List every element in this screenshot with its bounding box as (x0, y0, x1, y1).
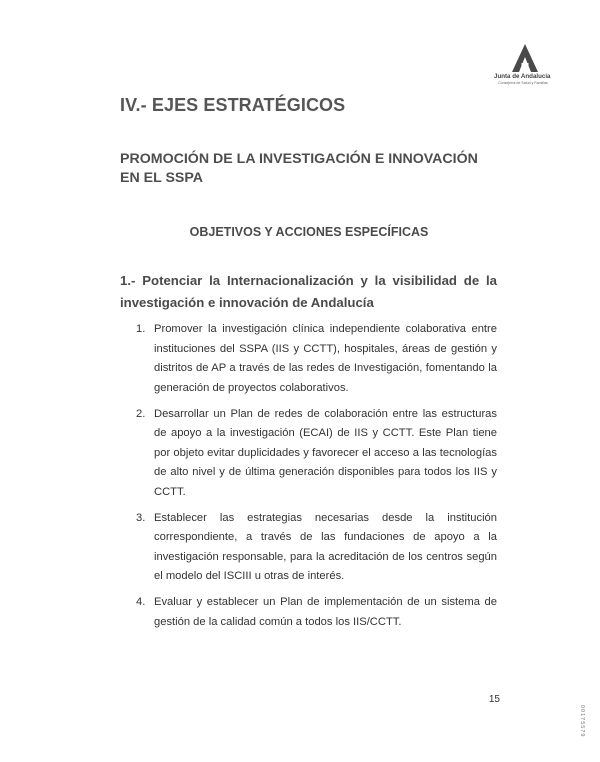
action-number: 1. (136, 323, 146, 335)
logo-subtitle: Consejería de Salud y Familias (498, 81, 548, 85)
section-title: PROMOCIÓN DE LA INVESTIGACIÓN E INNOVACIÓN EN EL SSPA (120, 151, 478, 186)
side-code: 00175579 (579, 705, 585, 738)
objective-number: 1.- (120, 273, 136, 288)
subsection-title: OBJETIVOS Y ACCIONES ESPECÍFICAS (189, 225, 429, 239)
action-text: Evaluar y establecer un Plan de implementación de un sistema de gestión de la calidad común a todos los IIS/CCTT. (154, 596, 497, 628)
actions-list (136, 320, 497, 639)
action-item (136, 593, 497, 632)
action-number: 2. (136, 407, 146, 420)
action-number: 3. (136, 511, 146, 524)
logo-name: Junta de Andalucía (494, 73, 551, 80)
junta-andalucia-a-icon (512, 44, 538, 72)
objective-text: Potenciar la Internacionalización y la visibilidad de la investigación e innovación de Andalucía (120, 273, 497, 310)
action-item (136, 509, 497, 587)
action-item (136, 320, 497, 398)
page-number: 15 (488, 694, 500, 705)
chapter-title: IV.- EJES ESTRATÉGICOS (120, 95, 346, 115)
action-number: 4. (136, 596, 146, 609)
action-item (136, 405, 497, 503)
junta-andalucia-logo (494, 44, 560, 92)
action-text: Promover la investigación clínica independiente colaborativa entre instituciones del SSPA (IIS y CCTT), hospitales, áreas de gestión y distritos de AP a través de las redes de Investigación, fomentando la generación de proyectos colaborativos. (154, 323, 497, 394)
action-text: Desarrollar un Plan de redes de colaboración entre las estructuras de apoyo a la investigación (ECAI) de IIS y CCTT. Este Plan tiene por objeto evitar duplicidades y favorecer el acceso a las tecnologías de alto nivel y de última generación disponibles para todos los IIS y CCTT. (154, 407, 497, 498)
action-text: Establecer las estrategias necesarias desde la institución correspondiente, a través de las fundaciones de apoyo a la investigación responsable, para la acreditación de los centros según el modelo del ISCIII u otras de interés. (154, 511, 497, 583)
objective-heading (120, 270, 497, 314)
